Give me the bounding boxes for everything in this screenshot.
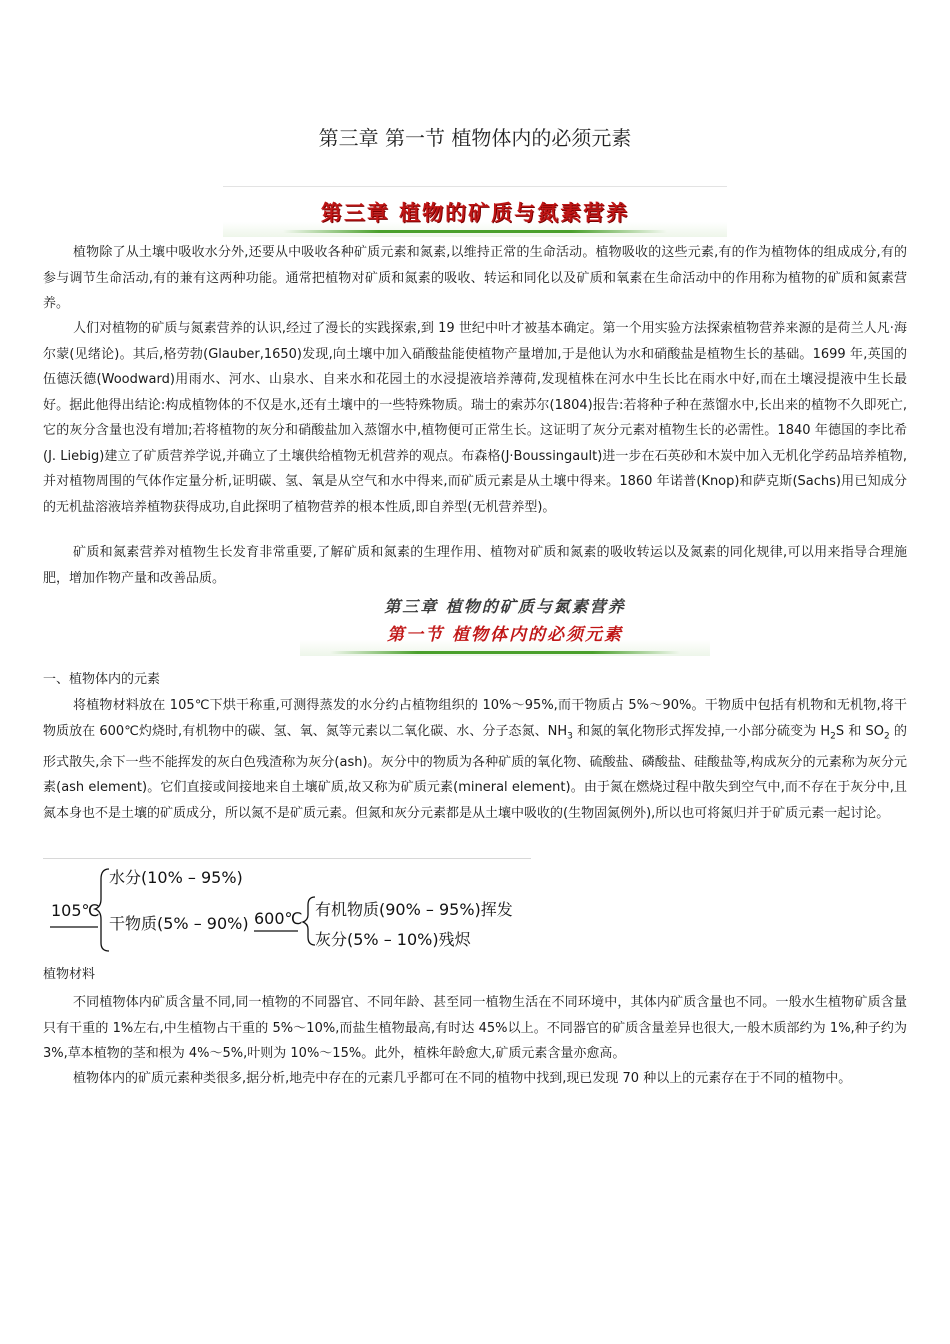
elements-text-2: 和氮的氧化物形式挥发掉,一小部分硫变为 H bbox=[572, 723, 831, 739]
elements-text-4: 的形式散失,余下一些不能挥发的灰白色残渣称为灰分(ash)。灰分中的物质为各种矿质的氧化物、硫酸盐、磷酸盐、硅酸盐等,构成灰分的元素称为灰分元素(ash element)。它们直接或间接地来自土壤矿质,故又称为矿质元素(mineral element)。由于氮在燃烧过程中散失到空气中,而不存在于灰分中,且氮本身也不是土壤的矿质成分，所以氮不是矿质元素。但氮和灰分元素都是从土壤中吸收的(生物固氮例外),所以也可将氮归并于矿质元素一起讨论。 bbox=[43, 723, 907, 821]
intro-paragraph-2: 人们对植物的矿质与氮素营养的认识,经过了漫长的实践探索,到 19 世纪中叶才被基本确定。第一个用实验方法探索植物营养来源的是荷兰人凡·海尔蒙(见绪论)。其后,格劳勃(Glauber,1650)发现,向土壤中加入硝酸盐能使植物产量增加,于是他认为水和硝酸盐是植物生长的基础。1699 年,英国的伍德沃德(Woodward)用雨水、河水、山泉水、自来水和花园土的水浸提液培养薄荷,发现植株在河水中生长比在雨水中好,而在土壤浸提液中生长最好。据此他得出结论:构成植物体的不仅是水,还有土壤中的一些特殊物质。瑞士的索苏尔(1804)报告:若将种子种在蒸馏水中,长出来的植物不久即死亡,它的灰分含量也没有增加;若将植物的灰分和硝酸盐加入蒸馏水中,植物便可正常生长。这证明了灰分元素对植物生长的必需性。1840 年德国的李比希(J. Liebig)建立了矿质营养学说,并确立了土壤供给植物无机营养的观点。布森格(J·Boussingault)进一步在石英砂和木炭中加入无机化学药品培养植物,并对植物周围的气体作定量分析,证明碳、氢、氧是从空气和水中得来,而矿质元素是从土壤中得来。1860 年诺普(Knop)和萨克斯(Sachs)用已知成分的无机盐溶液培养植物获得成功,自此探明了植物营养的根本性质,即自养型(无机营养型)。 bbox=[43, 321, 907, 515]
temp-105: 105℃ bbox=[51, 901, 100, 920]
elements-paragraph bbox=[43, 693, 907, 826]
elements-text-1: 将植物材料放在 105℃下烘干称重,可测得蒸发的水分约占植物组织的 10%～95%,而干物质占 5%～90%。干物质中包括有机物和无机物,将干物质放在 600℃灼烧时,有机物中的碳、氢、氧、氮等元素以二氧化碳、水、分子态氮、NH bbox=[43, 698, 907, 739]
dry-matter-label: 干物质(5% – 90%) bbox=[109, 914, 249, 933]
ash-label: 灰分(5% – 10%)残烬 bbox=[315, 930, 471, 949]
diagram-caption: 植物材料 bbox=[43, 967, 96, 982]
water-label: 水分(10% – 95%) bbox=[109, 868, 243, 887]
intro-paragraph-3: 矿质和氮素营养对植物生长发育非常重要,了解矿质和氮素的生理作用、植物对矿质和氮素的吸收转运以及氮素的同化规律,可以用来指导合理施肥，增加作物产量和改善品质。 bbox=[43, 545, 907, 586]
intro-paragraph-1: 植物除了从土壤中吸收水分外,还要从中吸收各种矿质元素和氮素,以维持正常的生命活动。植物吸收的这些元素,有的作为植物体的组成成分,有的参与调节生命活动,有的兼有这两种功能。通常把植物对矿质和氮素的吸收、转运和同化以及矿质和氧素在生命活动中的作用称为植物的矿质和氮素营养。 bbox=[43, 245, 907, 311]
mineral-content-paragraph: 不同植物体内矿质含量不同,同一植物的不同器官、不同年龄、甚至同一植物生活在不同环境中，其体内矿质含量也不同。一般水生植物矿质含量只有干重的 1%左右,中生植物占干重的 5%～10%,而盐生植物最高,有时达 45%以上。不同器官的矿质含量差异也很大,一般木质部约为 1%,种子约为 3%,草本植物的茎和根为 4%～5%,叶则为 10%～15%。此外，植株年龄愈大,矿质元素含量亦愈高。 bbox=[43, 995, 907, 1061]
section-banner bbox=[300, 590, 710, 656]
chapter-banner-text: 第三章 植物的矿质与氮素营养 bbox=[320, 200, 630, 225]
mineral-types-paragraph: 植物体内的矿质元素种类很多,据分析,地壳中存在的元素几乎都可在不同的植物中找到,现已发现 70 种以上的元素存在于不同的植物中。 bbox=[73, 1071, 852, 1086]
section-heading: 一、植物体内的元素 bbox=[43, 672, 161, 687]
organic-label: 有机物质(90% – 95%)挥发 bbox=[315, 900, 513, 919]
banner-underline bbox=[330, 651, 680, 654]
composition-diagram bbox=[43, 858, 531, 955]
section-banner-chapter: 第三章 植物的矿质与氮素营养 bbox=[384, 597, 626, 616]
page-title: 第三章 第一节 植物体内的必须元素 bbox=[318, 126, 632, 150]
chapter-banner bbox=[223, 186, 727, 237]
subscript-2: 2 bbox=[830, 731, 836, 742]
subscript-2b: 2 bbox=[884, 731, 890, 742]
section-banner-section: 第一节 植物体内的必须元素 bbox=[387, 625, 623, 645]
temp-600: 600℃ bbox=[254, 909, 303, 928]
elements-text-3: S 和 SO bbox=[835, 723, 885, 739]
banner-underline bbox=[283, 230, 667, 233]
subscript-3: 3 bbox=[567, 731, 573, 742]
